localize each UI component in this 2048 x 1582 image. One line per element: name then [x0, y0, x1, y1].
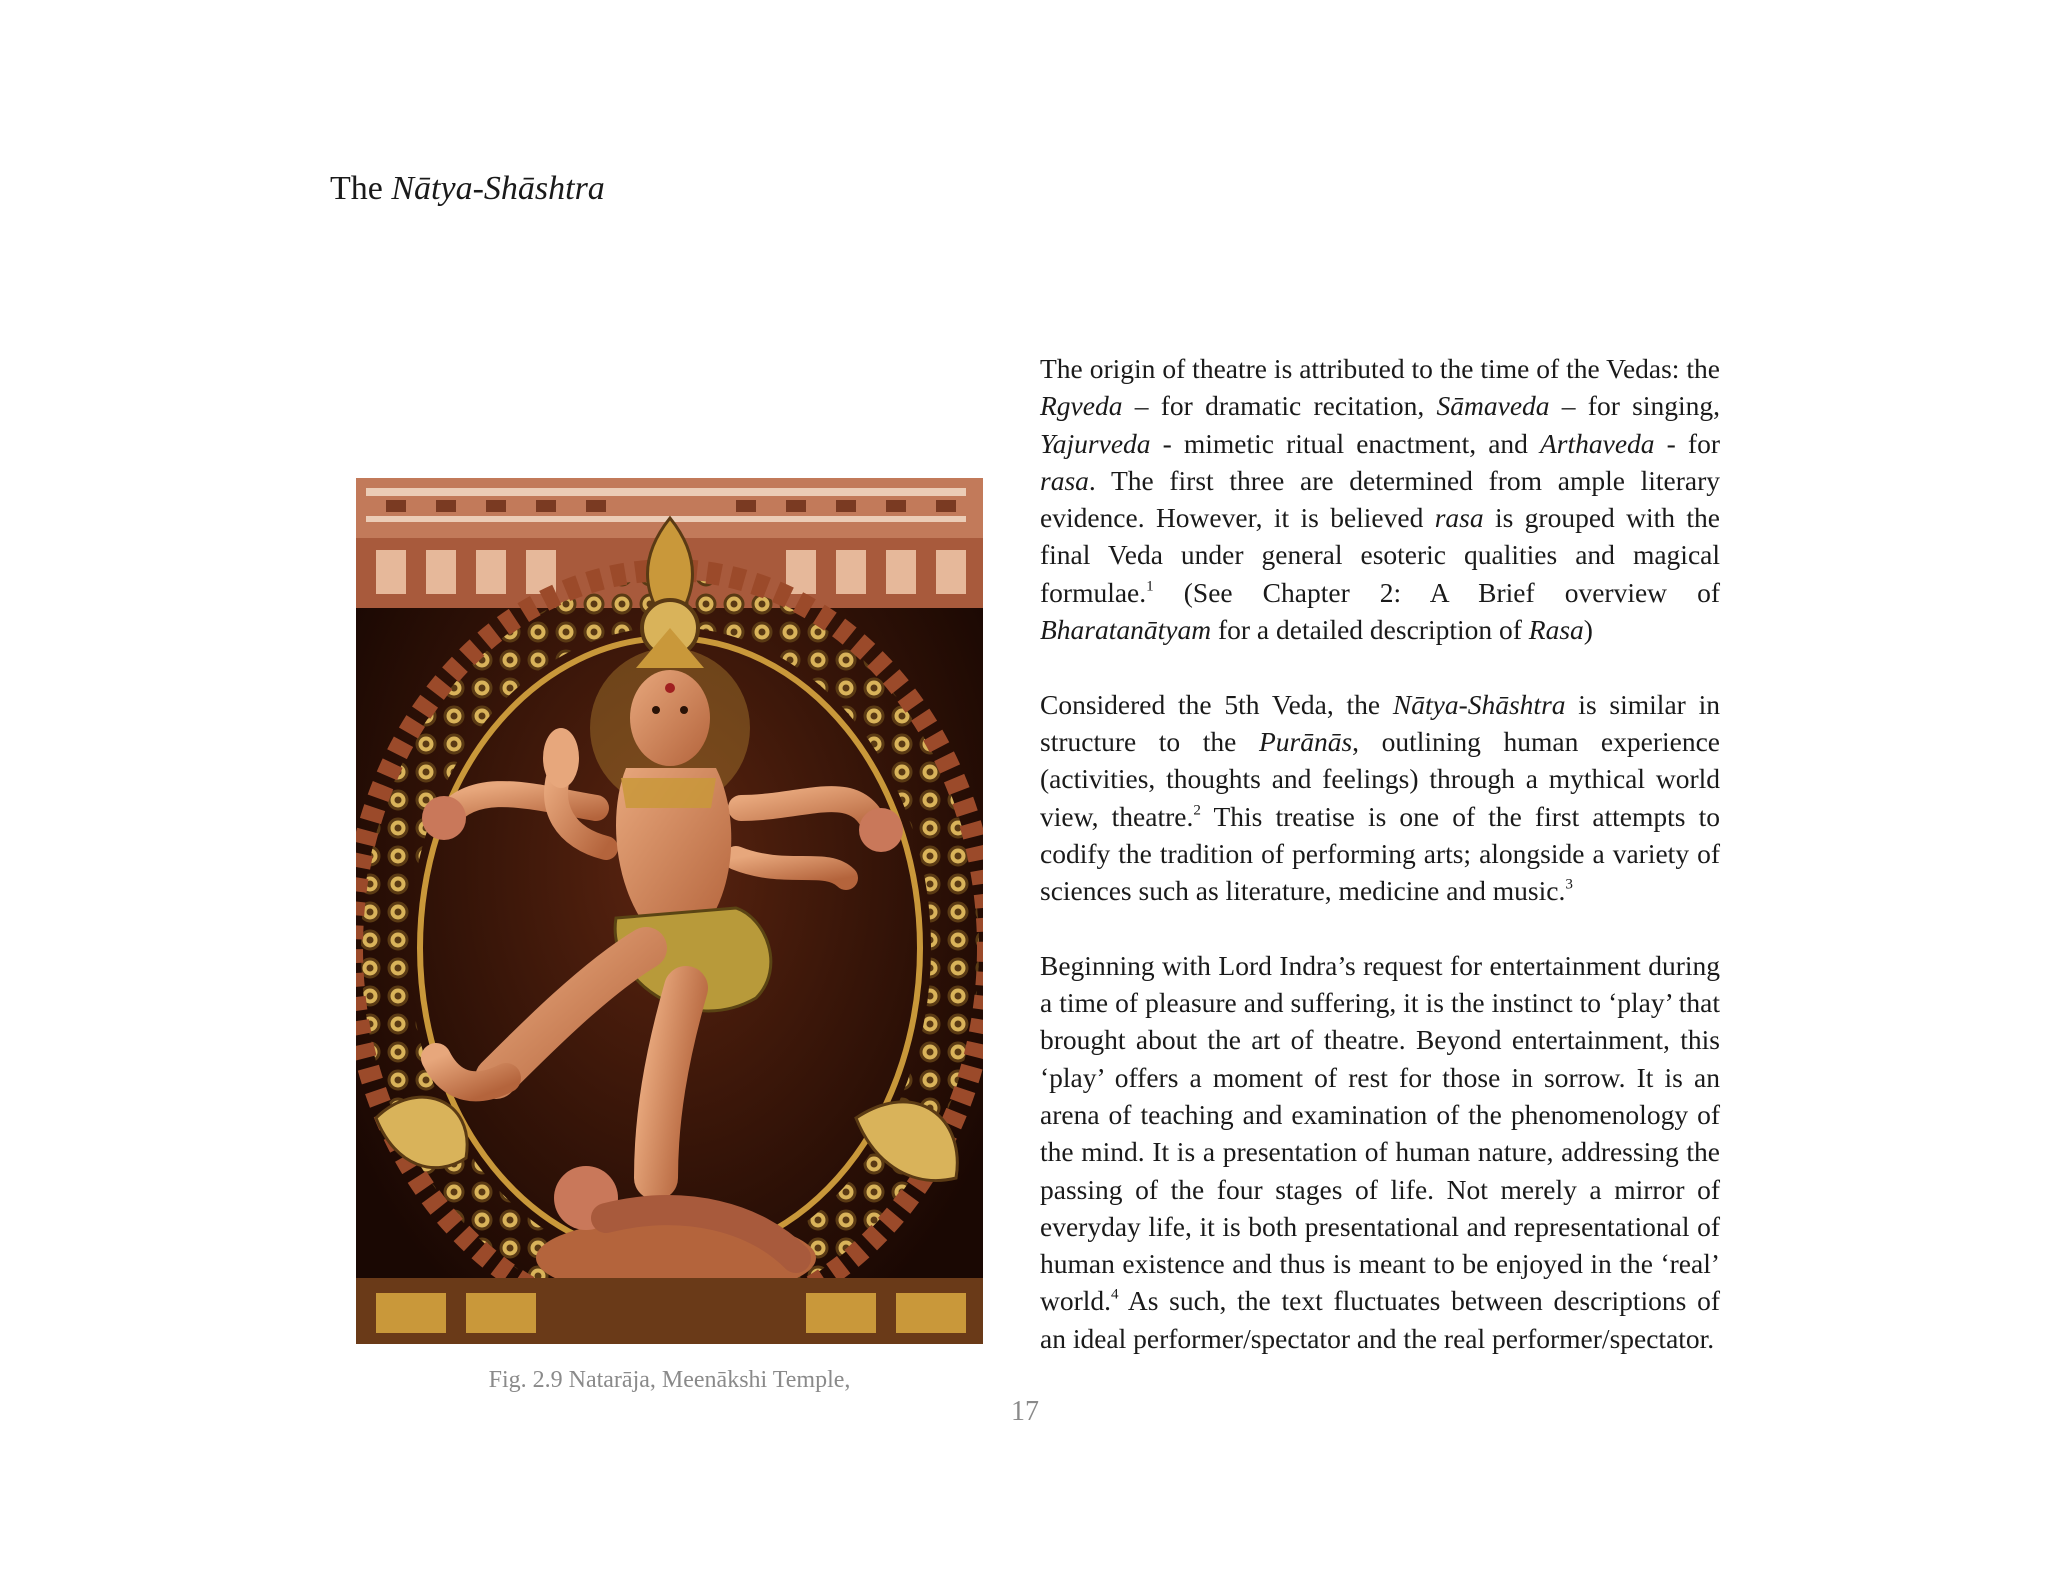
page-title-italic: Nātya-Shāshtra [391, 170, 605, 207]
figure-caption: Fig. 2.9 Natarāja, Meenākshi Temple, [488, 1367, 851, 1393]
body-text-column [1040, 350, 1720, 1357]
page-title [330, 170, 605, 208]
footnote-marker-1: 1 [1146, 578, 1154, 595]
footnote-marker-2: 2 [1193, 802, 1201, 819]
paragraph-lord-indra: Beginning with Lord Indra’s request for entertainment during a time of pleasure and suffering, it is the instinct to ‘play’ that brought about the art of theatre. Beyond entertainment, this ‘play’ offers a moment of rest for those in sorrow. It is an arena of teaching and examination of the phenomenology of the mind. It is a presentation of human nature, addressing the passing of the four stages of life. Not merely a mirror of everyday life, it is both presentational and representational of human existence and thus is meant to be enjoyed in the ‘real’ world.$^4$ As such, the text fluctuates between descriptions of an ideal performer/spectator and the real performer/spectator. [1040, 949, 1720, 1354]
paragraph-fifth-veda: Considered the 5th Veda, the Nātya-Shāshtra is similar in structure to the Purānās, outlining human experience (activities, thoughts and feelings) through a mythical world view, theatre.$^2$ This treatise is one of the first attempts to codify the tradition of performing arts; alongside a variety of sciences such as literature, medicine and music.$^3$ [1040, 688, 1720, 907]
nataraja-sculpture-illustration [356, 478, 983, 1344]
footnote-marker-4: 4 [1111, 1287, 1119, 1304]
paragraph-vedas: The origin of theatre is attributed to the time of the Vedas: the Rgveda – for dramatic recitation, Sāmaveda – for singing, Yajurveda - mimetic ritual enactment, and Arthaveda - for rasa. The first three are determined from ample literary evidence. However, it is believed rasa is grouped with the final Veda under general esoteric qualities and magical formulae.$^1$ (See Chapter 2: A Brief overview of Bharatanātyam for a detailed description of Rasa) [1040, 353, 1720, 646]
page-number: 17 [1011, 1396, 1039, 1427]
footnote-marker-3: 3 [1565, 876, 1573, 893]
natarajа-figure-image [356, 478, 983, 1344]
page-title-prefix: The [330, 170, 392, 207]
